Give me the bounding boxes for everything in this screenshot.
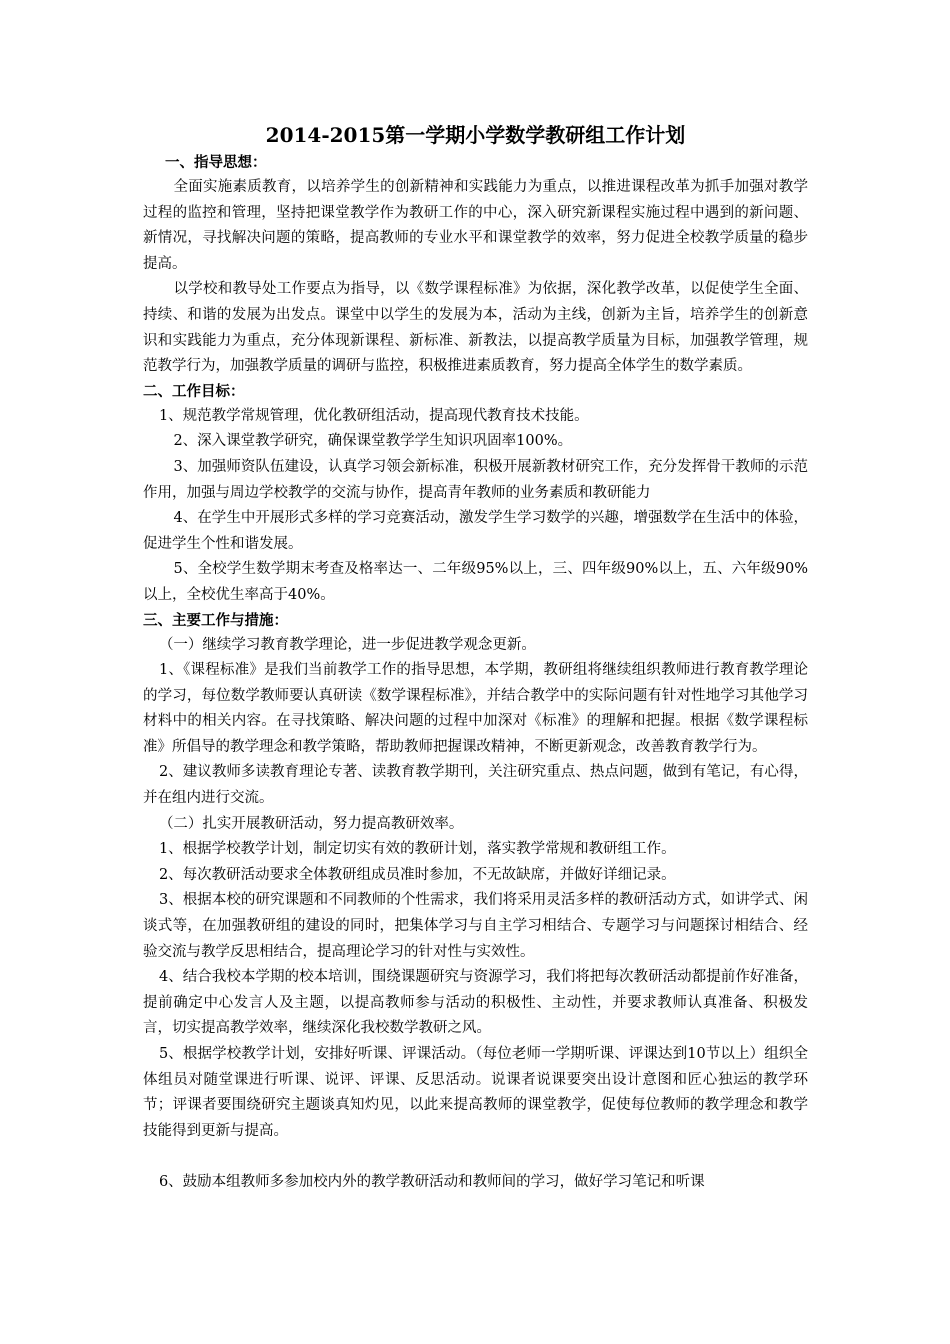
- document-page: [143, 121, 808, 1196]
- subsection-heading: （二）扎实开展教研活动，努力提高教研效率。: [158, 815, 464, 832]
- document-title: 2014-2015第一学期小学数学教研组工作计划: [265, 123, 686, 147]
- section-heading-guiding-ideology: 一、指导思想：: [165, 155, 267, 171]
- goal-item: 1、规范教学常规管理，优化教研组活动，提高现代教育技术技能。: [158, 407, 589, 424]
- measure-item: 6、鼓励本组教师多参加校内外的教学教研活动和教师间的学习，做好学习笔记和听课: [158, 1174, 705, 1191]
- measure-item: 3、根据本校的研究课题和不同教师的个性需求，我们将采用灵活多样的教研活动方式，如讲学式、闲谈式等，在加强教研组的建设的同时，把集体学习与自主学习相结合、专题学习与问题探讨相结合、经验交流与教学反思相结合，提高理论学习的针对性与实效性。: [143, 892, 808, 960]
- goal-item: 5、全校学生数学期末考查及格率达一、二年级95%以上，三、四年级90%以上，五、六年级90%以上，全校优生率高于40%。: [143, 561, 808, 603]
- paragraph: 全面实施素质教育，以培养学生的创新精神和实践能力为重点，以推进课程改革为抓手加强对教学过程的监控和管理，坚持把课堂教学作为教研工作的中心，深入研究新课程实施过程中遇到的新问题、新情况，寻找解决问题的策略，提高教师的专业水平和课堂教学的效率，努力促进全校教学质量的稳步提高。: [143, 179, 808, 272]
- measure-item: 2、每次教研活动要求全体教研组成员准时参加，不无故缺席，并做好详细记录。: [158, 866, 676, 883]
- section-heading-work-goals: 二、工作目标：: [143, 383, 245, 400]
- measure-item: 1、根据学校教学计划，制定切实有效的教研计划，落实教学常规和教研组工作。: [158, 841, 676, 858]
- paragraph: 以学校和教导处工作要点为指导，以《数学课程标准》为依据，深化教学改革，以促使学生全面、持续、和谐的发展为出发点。课堂中以学生的发展为本，活动为主线，创新为主旨，培养学生的创新意识和实践能力为重点，充分体现新课程、新标准、新教法，以提高教学质量为目标，加强教学管理，规范教学行为，加强教学质量的调研与监控，积极推进素质教育，努力提高全体学生的数学素质。: [143, 281, 808, 375]
- section-heading-main-work: 三、主要工作与措施：: [143, 612, 288, 629]
- measure-item: 4、结合我校本学期的校本培训，围绕课题研究与资源学习，我们将把每次教研活动都提前作好准备，提前确定中心发言人及主题，以提高教师参与活动的积极性、主动性，并要求教师认真准备、积极发言，切实提高教学效率，继续深化我校数学教研之风。: [143, 969, 808, 1037]
- goal-item: 4、在学生中开展形式多样的学习竞赛活动，激发学生学习数学的兴趣，增强数学在生活中的体验，促进学生个性和谐发展。: [143, 510, 808, 552]
- blank-line: [143, 1144, 808, 1170]
- subsection-heading: （一）继续学习教育教学理论，进一步促进教学观念更新。: [158, 636, 536, 653]
- measure-item: 5、根据学校教学计划，安排好听课、评课活动。（每位老师一学期听课、评课达到10节以上）组织全体组员对随堂课进行听课、说评、评课、反思活动。说课者说课要突出设计意图和匠心独运的教学环节；评课者要围绕研究主题谈真知灼见，以此来提高教师的课堂教学，促使每位教师的教学理念和教学技能得到更新与提高。: [143, 1046, 808, 1139]
- measure-item: 1、《课程标准》是我们当前教学工作的指导思想，本学期，教研组将继续组织教师进行教育教学理论的学习，每位数学教师要认真研读《数学课程标准》，并结合教学中的实际问题有针对性地学习其他学习材料中的相关内容。在寻找策略、解决问题的过程中加深对《标准》的理解和把握。根据《数学课程标准》所倡导的教学理念和教学策略，帮助教师把握课改精神，不断更新观念，改善教育教学行为。: [143, 662, 808, 755]
- measure-item: 2、建议教师多读教育理论专著、读教育教学期刊，关注研究重点、热点问题，做到有笔记，有心得，并在组内进行交流。: [143, 764, 808, 807]
- goal-item: 3、加强师资队伍建设，认真学习领会新标准，积极开展新教材研究工作，充分发挥骨干教师的示范作用，加强与周边学校教学的交流与协作，提高青年教师的业务素质和教研能力: [143, 458, 808, 501]
- goal-item: 2、深入课堂教学研究，确保课堂教学学生知识巩固率100%。: [173, 433, 573, 450]
